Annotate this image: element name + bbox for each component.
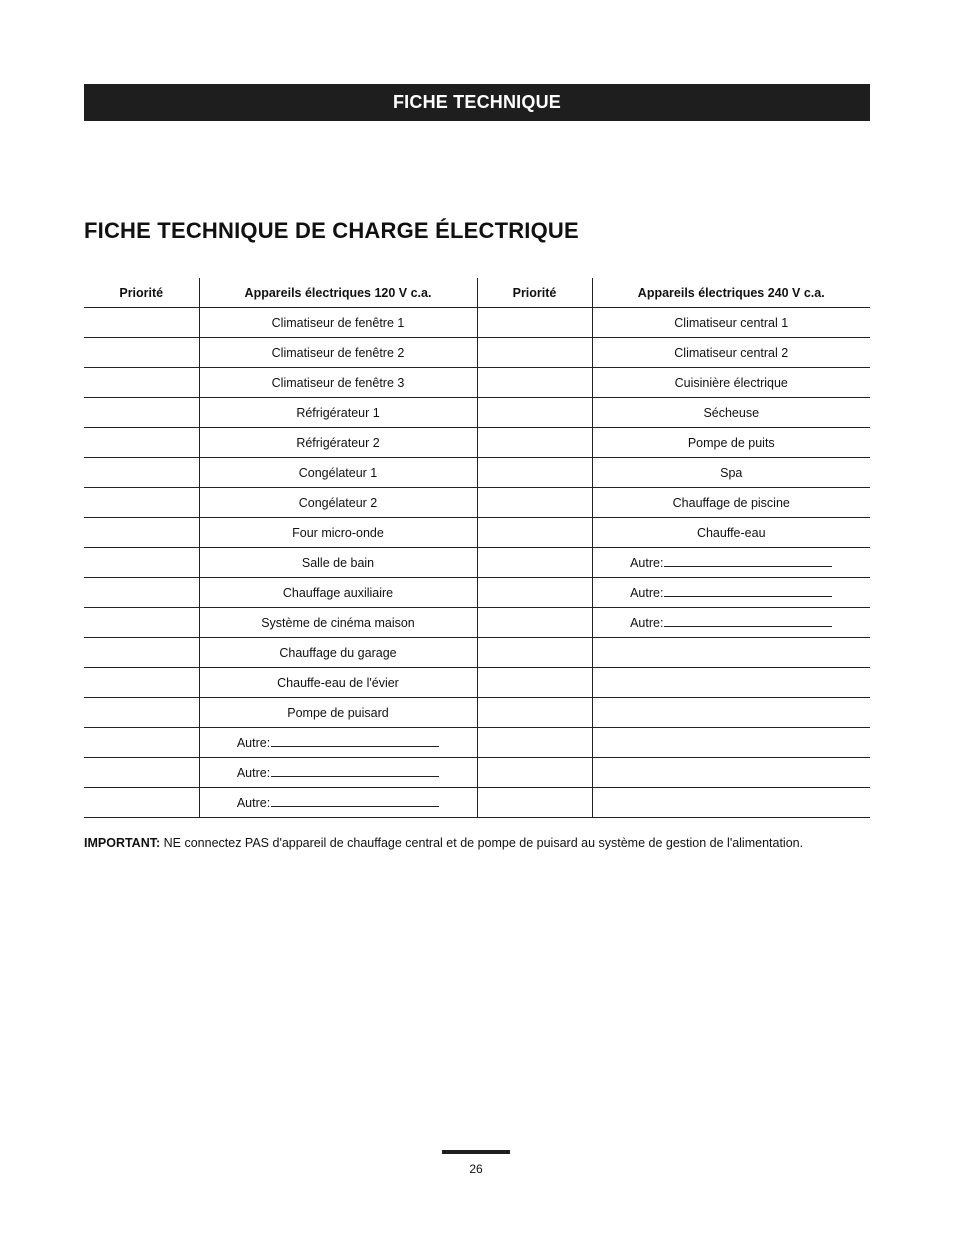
appliance-cell-120v: Climatiseur de fenêtre 2 xyxy=(199,338,477,368)
fill-in-blank[interactable] xyxy=(271,766,439,777)
priority-cell-240[interactable] xyxy=(477,548,592,578)
priority-cell-240[interactable] xyxy=(477,608,592,638)
fill-in-blank[interactable] xyxy=(271,736,439,747)
appliance-cell-120v: Climatiseur de fenêtre 3 xyxy=(199,368,477,398)
table-row xyxy=(84,428,870,458)
appliance-cell-120v: Réfrigérateur 1 xyxy=(199,398,477,428)
appliance-cell-120v xyxy=(199,758,477,788)
appliance-cell-240v: Chauffage de piscine xyxy=(592,488,870,518)
table-row xyxy=(84,458,870,488)
table-row xyxy=(84,338,870,368)
table-row xyxy=(84,488,870,518)
appliance-cell-120v: Salle de bain xyxy=(199,548,477,578)
appliance-cell-240v xyxy=(592,728,870,758)
table-row xyxy=(84,728,870,758)
table-body xyxy=(84,308,870,818)
appliance-cell-120v xyxy=(199,788,477,818)
table-row xyxy=(84,308,870,338)
priority-cell-240[interactable] xyxy=(477,518,592,548)
priority-cell-120[interactable] xyxy=(84,368,199,398)
priority-cell-120[interactable] xyxy=(84,548,199,578)
appliance-cell-240v: Sécheuse xyxy=(592,398,870,428)
other-label: Autre: xyxy=(630,585,664,600)
table-row xyxy=(84,788,870,818)
appliance-cell-120v: Congélateur 2 xyxy=(199,488,477,518)
appliance-cell-120v: Système de cinéma maison xyxy=(199,608,477,638)
priority-cell-120[interactable] xyxy=(84,758,199,788)
priority-cell-120[interactable] xyxy=(84,788,199,818)
header-appliances-120v: Appareils électriques 120 V c.a. xyxy=(199,278,477,308)
table-row xyxy=(84,668,870,698)
appliance-cell-240v: Chauffe-eau xyxy=(592,518,870,548)
other-label: Autre: xyxy=(236,795,271,810)
table-row xyxy=(84,578,870,608)
fill-in-blank[interactable] xyxy=(664,616,832,627)
priority-cell-120[interactable] xyxy=(84,578,199,608)
table-row xyxy=(84,758,870,788)
priority-cell-120[interactable] xyxy=(84,338,199,368)
priority-cell-240[interactable] xyxy=(477,398,592,428)
priority-cell-120[interactable] xyxy=(84,458,199,488)
table-row xyxy=(84,608,870,638)
important-label: IMPORTANT: xyxy=(84,836,161,850)
appliance-cell-120v: Chauffe-eau de l'évier xyxy=(199,668,477,698)
appliance-cell-120v xyxy=(199,728,477,758)
priority-cell-240[interactable] xyxy=(477,668,592,698)
priority-cell-240[interactable] xyxy=(477,788,592,818)
page-title: FICHE TECHNIQUE DE CHARGE ÉLECTRIQUE xyxy=(84,218,579,243)
table-row xyxy=(84,638,870,668)
appliance-cell-240v xyxy=(592,548,870,578)
other-label: Autre: xyxy=(630,615,664,630)
header-priority-120: Priorité xyxy=(84,278,199,308)
appliance-cell-240v xyxy=(592,608,870,638)
appliance-cell-240v: Climatiseur central 1 xyxy=(592,308,870,338)
priority-cell-240[interactable] xyxy=(477,638,592,668)
priority-cell-240[interactable] xyxy=(477,458,592,488)
priority-cell-240[interactable] xyxy=(477,338,592,368)
priority-cell-240[interactable] xyxy=(477,308,592,338)
important-note xyxy=(84,836,884,850)
priority-cell-120[interactable] xyxy=(84,728,199,758)
appliance-cell-240v: Cuisinière électrique xyxy=(592,368,870,398)
priority-cell-120[interactable] xyxy=(84,698,199,728)
priority-cell-240[interactable] xyxy=(477,368,592,398)
electrical-load-table xyxy=(84,278,870,818)
fill-in-blank[interactable] xyxy=(271,796,439,807)
priority-cell-240[interactable] xyxy=(477,488,592,518)
header-appliances-240v: Appareils électriques 240 V c.a. xyxy=(592,278,870,308)
appliance-cell-240v xyxy=(592,788,870,818)
appliance-cell-120v: Congélateur 1 xyxy=(199,458,477,488)
priority-cell-120[interactable] xyxy=(84,488,199,518)
fill-in-blank[interactable] xyxy=(664,556,832,567)
priority-cell-240[interactable] xyxy=(477,698,592,728)
page-number: 26 xyxy=(469,1162,483,1176)
table-row xyxy=(84,698,870,728)
banner-title: FICHE TECHNIQUE xyxy=(392,92,561,112)
table-row xyxy=(84,368,870,398)
appliance-cell-120v: Climatiseur de fenêtre 1 xyxy=(199,308,477,338)
appliance-cell-240v: Climatiseur central 2 xyxy=(592,338,870,368)
table-row xyxy=(84,398,870,428)
header-priority-240: Priorité xyxy=(477,278,592,308)
priority-cell-240[interactable] xyxy=(477,728,592,758)
other-label: Autre: xyxy=(236,765,271,780)
appliance-cell-240v: Pompe de puits xyxy=(592,428,870,458)
other-label: Autre: xyxy=(630,555,664,570)
section-banner xyxy=(84,84,870,121)
appliance-cell-240v: Spa xyxy=(592,458,870,488)
priority-cell-120[interactable] xyxy=(84,308,199,338)
priority-cell-120[interactable] xyxy=(84,638,199,668)
appliance-cell-240v xyxy=(592,758,870,788)
fill-in-blank[interactable] xyxy=(664,586,832,597)
appliance-cell-120v: Pompe de puisard xyxy=(199,698,477,728)
appliance-cell-120v: Chauffage du garage xyxy=(199,638,477,668)
table-row xyxy=(84,518,870,548)
table-header-row xyxy=(84,278,870,308)
priority-cell-240[interactable] xyxy=(477,578,592,608)
appliance-cell-240v xyxy=(592,638,870,668)
appliance-cell-240v xyxy=(592,668,870,698)
priority-cell-120[interactable] xyxy=(84,608,199,638)
priority-cell-120[interactable] xyxy=(84,428,199,458)
priority-cell-120[interactable] xyxy=(84,398,199,428)
priority-cell-120[interactable] xyxy=(84,518,199,548)
appliance-cell-120v: Chauffage auxiliaire xyxy=(199,578,477,608)
appliance-cell-240v xyxy=(592,578,870,608)
appliance-cell-120v: Réfrigérateur 2 xyxy=(199,428,477,458)
priority-cell-120[interactable] xyxy=(84,668,199,698)
footer-bar xyxy=(442,1150,510,1154)
priority-cell-240[interactable] xyxy=(477,758,592,788)
appliance-cell-240v xyxy=(592,698,870,728)
appliance-cell-120v: Four micro-onde xyxy=(199,518,477,548)
priority-cell-240[interactable] xyxy=(477,428,592,458)
important-text: NE connectez PAS d'appareil de chauffage central et de pompe de puisard au système de gestion de l'alimentation. xyxy=(163,836,804,850)
other-label: Autre: xyxy=(236,735,271,750)
table-row xyxy=(84,548,870,578)
